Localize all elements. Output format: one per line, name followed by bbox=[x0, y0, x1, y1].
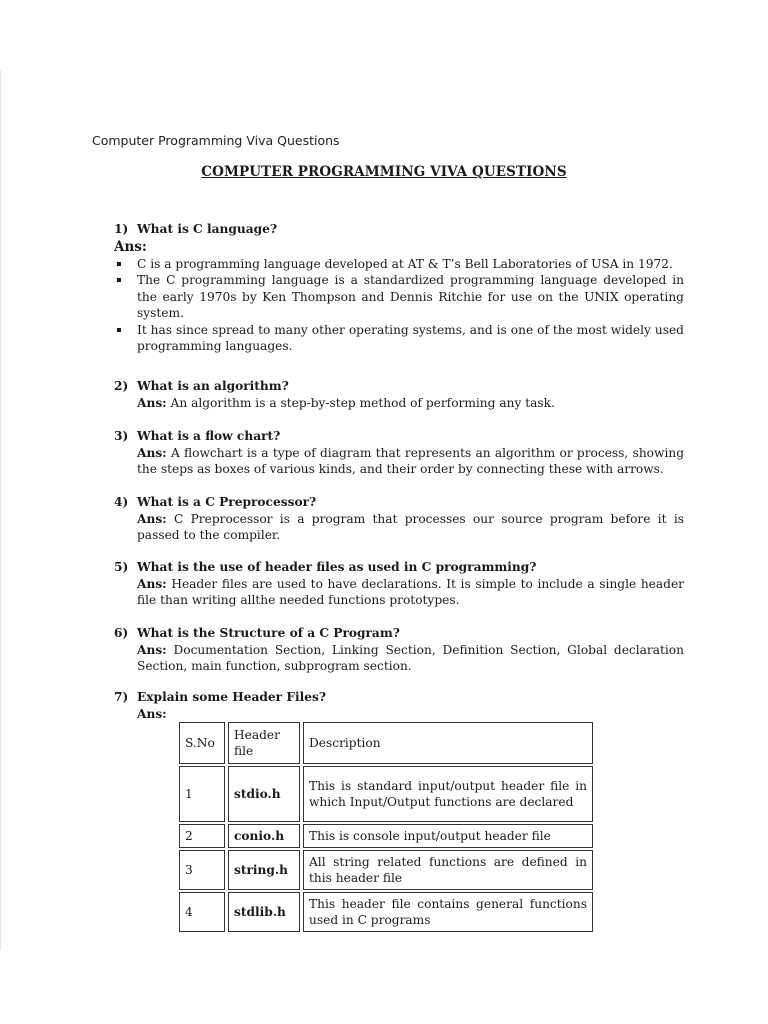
document-title: COMPUTER PROGRAMMING VIVA QUESTIONS bbox=[201, 164, 567, 180]
answer-label: Ans: bbox=[137, 576, 167, 591]
answer-label: Ans: bbox=[137, 642, 167, 657]
table-row bbox=[179, 766, 593, 822]
page-edge bbox=[0, 70, 1, 950]
question-text: What is the use of header files as used in C programming? bbox=[137, 560, 537, 574]
cell-sno: 1 bbox=[179, 766, 225, 822]
question-1 bbox=[114, 221, 684, 355]
cell-sno: 4 bbox=[179, 892, 225, 932]
question-text: What is C language? bbox=[137, 222, 278, 236]
question-5 bbox=[114, 559, 684, 609]
question-6 bbox=[114, 625, 684, 675]
answer-label: Ans: bbox=[137, 511, 167, 526]
table-row bbox=[179, 892, 593, 932]
question-text: What is a flow chart? bbox=[137, 429, 281, 443]
answer-label: Ans: bbox=[137, 395, 167, 410]
question-text: What is the Structure of a C Program? bbox=[137, 626, 400, 640]
cell-description: This is console input/output header file bbox=[303, 824, 593, 848]
answer-bullets bbox=[114, 256, 684, 355]
column-header-file: Header file bbox=[228, 722, 300, 764]
bullet-item: The C programming language is a standardized programming language developed in the early 1970s by Ken Thompson and Dennis Ritchie for use on the UNIX operating system. bbox=[114, 272, 684, 322]
question-number: 1) bbox=[114, 222, 129, 236]
answer bbox=[137, 511, 684, 544]
question-text: What is a C Preprocessor? bbox=[137, 495, 317, 509]
question-number: 4) bbox=[114, 495, 129, 509]
question-2 bbox=[114, 378, 684, 411]
question-4 bbox=[114, 494, 684, 544]
cell-sno: 3 bbox=[179, 850, 225, 890]
answer-label: Ans: bbox=[137, 706, 167, 721]
cell-description: All string related functions are defined in this header file bbox=[303, 850, 593, 890]
cell-description: This header file contains general functions used in C programs bbox=[303, 892, 593, 932]
answer bbox=[137, 395, 684, 412]
question-3 bbox=[114, 428, 684, 478]
table-row bbox=[179, 850, 593, 890]
answer bbox=[137, 642, 684, 675]
question-number: 5) bbox=[114, 560, 129, 574]
answer-label: Ans: bbox=[114, 238, 147, 255]
bullet-item: It has since spread to many other operating systems, and is one of the most widely used programming languages. bbox=[114, 322, 684, 355]
column-header-sno: S.No bbox=[179, 722, 225, 764]
answer-text: Documentation Section, Linking Section, Definition Section, Global declaration Section, main function, subprogram section. bbox=[137, 642, 684, 673]
answer-label: Ans: bbox=[137, 445, 167, 460]
cell-file: stdlib.h bbox=[228, 892, 300, 932]
cell-file: conio.h bbox=[228, 824, 300, 848]
answer-text: C Preprocessor is a program that processes our source program before it is passed to the compiler. bbox=[137, 511, 684, 542]
table-row bbox=[179, 824, 593, 848]
cell-file: string.h bbox=[228, 850, 300, 890]
question-text: Explain some Header Files? bbox=[137, 690, 326, 704]
table-header-row bbox=[179, 722, 593, 764]
cell-file: stdio.h bbox=[228, 766, 300, 822]
answer-text: An algorithm is a step-by-step method of performing any task. bbox=[166, 395, 555, 410]
answer-text: A flowchart is a type of diagram that represents an algorithm or process, showing the steps as boxes of various kinds, and their order by connecting these with arrows. bbox=[137, 445, 684, 476]
question-text: What is an algorithm? bbox=[137, 379, 289, 393]
question-number: 3) bbox=[114, 429, 129, 443]
bullet-item: C is a programming language developed at AT & T’s Bell Laboratories of USA in 1972. bbox=[114, 256, 684, 273]
answer bbox=[137, 576, 684, 609]
cell-description: This is standard input/output header file in which Input/Output functions are declared bbox=[303, 766, 593, 822]
question-7 bbox=[114, 689, 684, 722]
page-header: Computer Programming Viva Questions bbox=[92, 133, 340, 148]
answer bbox=[137, 445, 684, 478]
answer-text: Header files are used to have declarations. It is simple to include a single header file than writing allthe needed functions prototypes. bbox=[137, 576, 684, 607]
column-header-description: Description bbox=[303, 722, 593, 764]
question-number: 6) bbox=[114, 626, 129, 640]
header-files-table bbox=[176, 720, 596, 934]
question-number: 7) bbox=[114, 690, 129, 704]
cell-sno: 2 bbox=[179, 824, 225, 848]
question-number: 2) bbox=[114, 379, 129, 393]
